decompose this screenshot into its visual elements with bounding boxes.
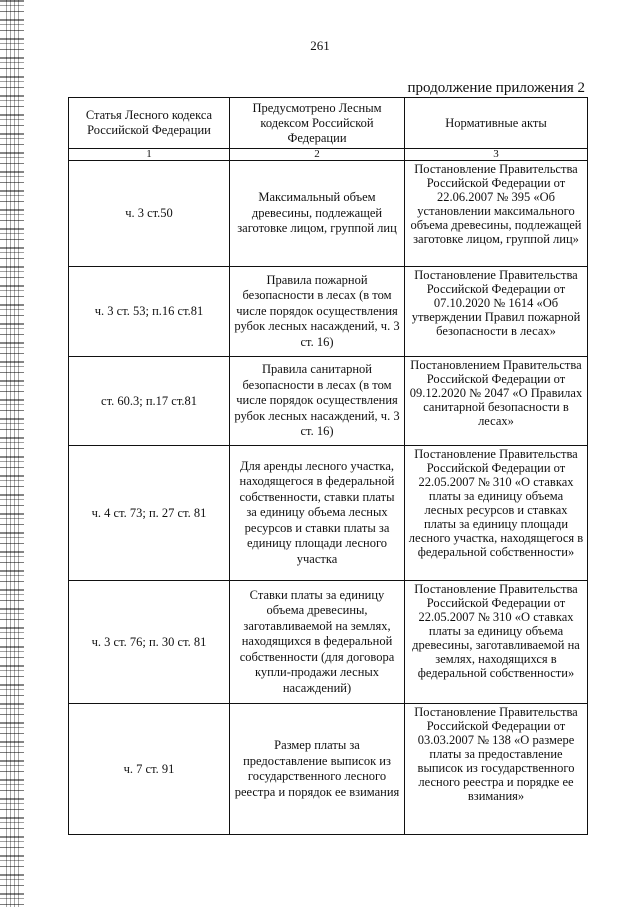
provision-cell: Размер платы за предоставление выписок из государственного лесного реестра и порядок ее взимания [230,704,405,835]
regulations-table [68,97,588,835]
provision-cell: Для аренды лесного участка, находящегося в федеральной собственности, ставки платы за единицу объема лесных ресурсов и ставки платы за единицу площади лесного участка [230,446,405,581]
act-cell: Постановление Правительства Российской Федерации от 07.10.2020 № 1614 «Об утверждении Правил пожарной безопасности в лесах» [405,267,588,357]
table-row [69,704,588,835]
header-provision: Предусмотрено Лесным кодексом Российской Федерации [230,98,405,149]
column-number-row [69,149,588,161]
provision-cell: Максимальный объем древесины, подлежащей заготовке лицом, группой лиц [230,161,405,267]
table-row [69,161,588,267]
header-acts: Нормативные акты [405,98,588,149]
act-cell: Постановлением Правительства Российской Федерации от 09.12.2020 № 2047 «О Правилах санитарной безопасности в лесах» [405,357,588,446]
table-header-row [69,98,588,149]
article-cell: ч. 7 ст. 91 [69,704,230,835]
page-number: 261 [310,38,330,53]
table-row [69,581,588,704]
table-row [69,357,588,446]
article-cell: ст. 60.3; п.17 ст.81 [69,357,230,446]
column-number: 3 [405,149,588,161]
article-cell: ч. 3 ст. 76; п. 30 ст. 81 [69,581,230,704]
article-cell: ч. 4 ст. 73; п. 27 ст. 81 [69,446,230,581]
provision-cell: Ставки платы за единицу объема древесины, заготавливаемой на землях, находящихся в федеральной собственности (для договора купли-продажи лесных насаждений) [230,581,405,704]
act-cell: Постановление Правительства Российской Федерации от 03.03.2007 № 138 «О размере платы за предоставление выписок из государственного лесного реестра и порядке ее взимания» [405,704,588,835]
provision-cell: Правила санитарной безопасности в лесах (в том числе порядок осуществления рубок лесных насаждений, ч. 3 ст. 16) [230,357,405,446]
continuation-label: продолжение приложения 2 [407,80,585,96]
act-cell: Постановление Правительства Российской Федерации от 22.05.2007 № 310 «О ставках платы за единицу объема лесных ресурсов и ставках платы за единицу площади лесного участка, находящегося в федеральной собственности» [405,446,588,581]
article-cell: ч. 3 ст. 53; п.16 ст.81 [69,267,230,357]
provision-cell: Правила пожарной безопасности в лесах (в том числе порядок осуществления рубок лесных насаждений, ч. 3 ст. 16) [230,267,405,357]
header-article: Статья Лесного кодекса Российской Федерации [69,98,230,149]
table-row [69,267,588,357]
act-cell: Постановление Правительства Российской Федерации от 22.05.2007 № 310 «О ставках платы за единицу объема древесины, заготавливаемой на землях, находящихся в федеральной собственности» [405,581,588,704]
column-number: 1 [69,149,230,161]
article-cell: ч. 3 ст.50 [69,161,230,267]
table-row [69,446,588,581]
column-number: 2 [230,149,405,161]
scan-edge-artifact-lines [6,0,20,907]
act-cell: Постановление Правительства Российской Федерации от 22.06.2007 № 395 «Об установлении максимального объема древесины, подлежащей заготовке лицом, группой лиц» [405,161,588,267]
